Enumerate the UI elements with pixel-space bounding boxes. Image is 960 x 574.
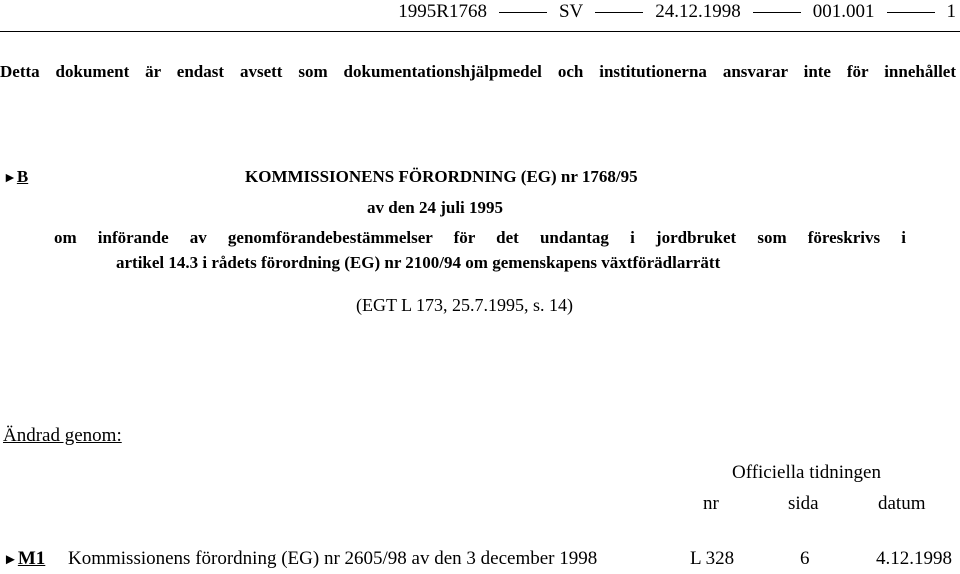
disclaimer-text: Detta dokument är endast avsett som dokumentationshjälpmedel och institutionerna ansvarar inte för innehållet [0, 62, 956, 81]
column-header-page: sida [788, 493, 819, 514]
header-dash [753, 12, 801, 13]
amending-act-nr: L 328 [690, 548, 735, 569]
amended-by-label: Ändrad genom: [3, 425, 122, 446]
consolidation-date: 24.12.1998 [655, 1, 741, 22]
column-header-date: datum [878, 493, 926, 514]
document-id: 1995R1768 [398, 1, 487, 22]
marker-b[interactable] [3, 167, 28, 187]
header-dash [595, 12, 643, 13]
page-number: 1 [946, 1, 956, 22]
marker-m1[interactable] [3, 548, 45, 570]
amending-act-page: 6 [800, 548, 810, 569]
oj-source-reference: (EGT L 173, 25.7.1995, s. 14) [356, 295, 573, 315]
marker-b-letter: B [16, 167, 29, 186]
column-header-nr: nr [703, 493, 719, 514]
triangle-right-icon: ► [3, 552, 18, 568]
version-number: 001.001 [812, 1, 875, 22]
official-journal-heading: Officiella tidningen [732, 462, 881, 483]
regulation-date: av den 24 juli 1995 [367, 198, 504, 217]
regulation-subject-line2: artikel 14.3 i rådets förordning (EG) nr 2100/94 om gemenskapens växtförädlarrätt [116, 253, 721, 272]
marker-m1-label: M1 [17, 548, 46, 569]
regulation-subject-line1: om införande av genomförandebestämmelser för det undantag i jordbruket som föreskrivs i [54, 228, 906, 247]
amending-act-date: 4.12.1998 [876, 548, 952, 569]
language-code: SV [558, 1, 584, 22]
header-dash [499, 12, 547, 13]
regulation-title: KOMMISSIONENS FÖRORDNING (EG) nr 1768/95 [245, 167, 638, 186]
header-rule [0, 31, 960, 32]
page-header [398, 1, 956, 23]
header-dash [887, 12, 935, 13]
triangle-right-icon: ► [3, 171, 17, 186]
amending-act-title: Kommissionens förordning (EG) nr 2605/98 av den 3 december 1998 [68, 548, 598, 569]
